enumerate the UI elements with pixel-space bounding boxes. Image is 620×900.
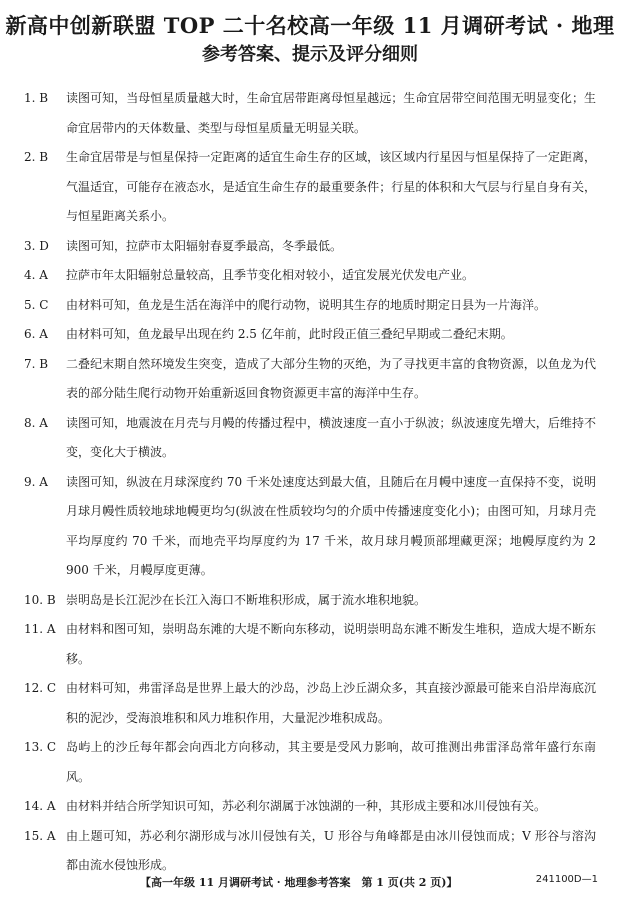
- answer-item: [24, 320, 596, 350]
- answer-explanation: 读图可知，拉萨市太阳辐射春夏季最高，冬季最低。: [66, 238, 343, 253]
- answer-explanation: 读图可知，地震波在月壳与月幔的传播过程中，横波速度一直小于纵波；纵波速度先增大，后维持不变，变化大于横波。: [66, 415, 596, 459]
- answer-item: [24, 468, 596, 586]
- answer-item: [24, 261, 596, 291]
- answer-explanation: 读图可知，当母恒星质量越大时，生命宜居带距离母恒星越远；生命宜居带空间范围无明显变化；生命宜居带内的天体数量、类型与母恒星质量无明显关联。: [66, 91, 596, 135]
- answer-number: 11. A: [24, 622, 56, 636]
- answer-item: [24, 291, 596, 321]
- document-title: 新高中创新联盟 TOP 二十名校高一年级 11 月调研考试 · 地理: [5, 13, 615, 38]
- answer-number: 3. D: [24, 238, 49, 253]
- answer-number: 15. A: [24, 828, 56, 843]
- answer-explanation: 由材料并结合所学知识可知，苏必利尔湖属于冰蚀湖的一种，其形成主要和冰川侵蚀有关。: [66, 799, 547, 813]
- answer-number: 14. A: [24, 799, 56, 813]
- answer-item: [24, 792, 596, 822]
- answer-explanation: 由材料可知，鱼龙最早出现在约 2.5 亿年前，此时段正值三叠纪早期或二叠纪末期。: [66, 327, 513, 341]
- answer-number: 2. B: [24, 150, 49, 164]
- answer-item: [24, 409, 596, 468]
- answer-number: 5. C: [24, 297, 49, 312]
- answer-explanation: 读图可知，纵波在月球深度约 70 千米处速度达到最大值，且随后在月幔中速度一直保持不变，说明月球月幔性质较地球地幔更均匀(纵波在性质较均匀的介质中传播速度变化小)；由图可知，月球月壳平均厚度约 70 千米，而地壳平均厚度约为 17 千米，故月球月幔顶部埋藏更深；地幔厚度约为 2 900 千米，月幔厚度更薄。: [66, 474, 596, 577]
- answer-list: [24, 84, 596, 881]
- document-subtitle: 参考答案、提示及评分细则: [202, 44, 418, 65]
- answer-number: 1. B: [24, 91, 49, 105]
- answer-item: [24, 733, 596, 792]
- answer-number: 8. A: [24, 415, 48, 430]
- answer-number: 4. A: [24, 268, 48, 282]
- answer-explanation: 崇明岛是长江泥沙在长江入海口不断堆积形成，属于流水堆积地貌。: [66, 592, 427, 607]
- answer-item: [24, 232, 596, 262]
- answer-explanation: 岛屿上的沙丘每年都会向西北方向移动，其主要是受风力影响，故可推测出弗雷泽岛常年盛行东南风。: [66, 740, 596, 784]
- answer-explanation: 由材料和图可知，崇明岛东滩的大堤不断向东移动，说明崇明岛东滩不断发生堆积，造成大堤不断东移。: [66, 622, 596, 666]
- answer-item: [24, 143, 596, 232]
- answer-explanation: 拉萨市年太阳辐射总量较高，且季节变化相对较小，适宜发展光伏发电产业。: [66, 268, 475, 282]
- answer-item: [24, 822, 596, 881]
- answer-explanation: 生命宜居带是与恒星保持一定距离的适宜生命生存的区域，该区域内行星因与恒星保持了一定距离，气温适宜，可能存在液态水，是适宜生命生存的最重要条件；行星的体积和大气层与行星自身有关，与恒星距离关系小。: [66, 150, 596, 223]
- footer-page-info: 【高一年级 11 月调研考试 · 地理参考答案 第 1 页(共 2 页)】: [140, 876, 458, 889]
- answer-item: [24, 350, 596, 409]
- answer-item: [24, 84, 596, 143]
- answer-explanation: 由材料可知，弗雷泽岛是世界上最大的沙岛，沙岛上沙丘湖众多，其直接沙源最可能来自沿岸海底沉积的泥沙，受海浪堆积和风力堆积作用，大量泥沙堆积成岛。: [66, 681, 596, 725]
- answer-number: 6. A: [24, 327, 48, 341]
- answer-number: 10. B: [24, 592, 56, 607]
- answer-item: [24, 615, 596, 674]
- footer-doc-code: 241100D—1: [535, 874, 598, 885]
- answer-number: 13. C: [24, 740, 57, 754]
- answer-explanation: 二叠纪末期自然环境发生突变，造成了大部分生物的灭绝，为了寻找更丰富的食物资源，以鱼龙为代表的部分陆生爬行动物开始重新返回食物资源更丰富的海洋中生存。: [66, 356, 596, 400]
- answer-item: [24, 674, 596, 733]
- answer-item: [24, 586, 596, 616]
- answer-number: 12. C: [24, 681, 57, 695]
- answer-number: 9. A: [24, 474, 48, 489]
- answer-explanation: 由上题可知，苏必利尔湖形成与冰川侵蚀有关，U 形谷与角峰都是由冰川侵蚀而成；V 形谷与溶沟都由流水侵蚀形成。: [66, 828, 596, 872]
- answer-explanation: 由材料可知，鱼龙是生活在海洋中的爬行动物，说明其生存的地质时期定日县为一片海洋。: [66, 297, 547, 312]
- answer-number: 7. B: [24, 356, 49, 371]
